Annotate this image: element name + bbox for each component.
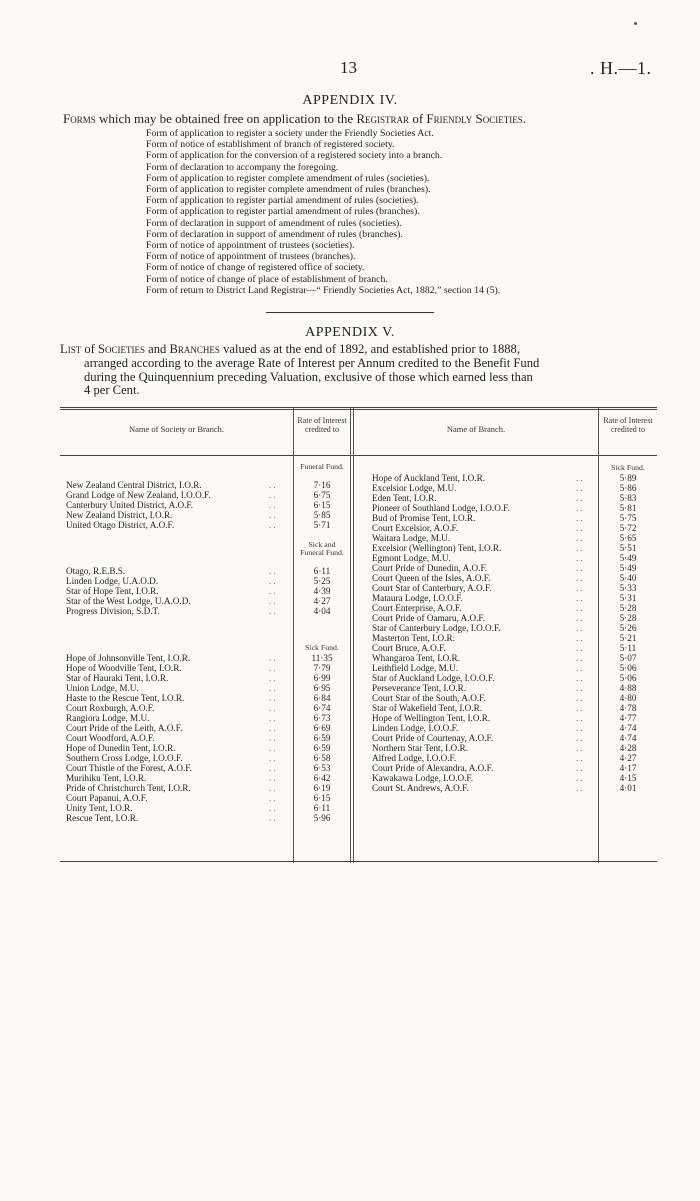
interest-rate: 5·49 [619,563,637,573]
interest-rate: 6·95 [313,683,331,693]
interest-rate: 6·99 [313,673,331,683]
form-item: Form of application to register complete amendment of rules (societies). [146,172,430,184]
interest-rate: 6·74 [313,703,331,713]
leader-dots: .. [576,563,585,573]
corner-mark [634,22,637,25]
form-item: Form of notice of establishment of branch of registered society. [146,139,395,151]
branch-name: New Zealand Central District, I.O.R. [66,480,202,490]
interest-rate: 4·77 [619,713,637,723]
interest-rate: 7·16 [313,480,331,490]
leader-dots: .. [269,500,278,510]
leader-dots: .. [576,553,585,563]
branch-name: New Zealand District, I.O.R. [66,510,173,520]
leader-dots: .. [576,623,585,633]
table-top-rule-inner [60,409,657,410]
interest-rate: 4·17 [619,763,637,773]
leader-dots: .. [576,783,585,793]
leader-dots: .. [576,513,585,523]
interest-rate: 6·84 [313,693,331,703]
branch-name: Star of Auckland Lodge, I.O.O.F. [372,673,495,683]
form-item: Form of declaration in support of amendment of rules (societies). [146,217,402,229]
interest-rate: 5·51 [619,543,637,553]
interest-rate: 6·11 [313,803,331,813]
branch-name: Court Pride of Alexandra, A.O.F. [372,763,494,773]
interest-rate: 5·33 [619,583,637,593]
branch-name: Pioneer of Southland Lodge, I.O.O.F. [372,503,510,513]
form-item: Form of notice of appointment of trustees (branches). [146,251,356,263]
interest-rate: 4·28 [619,743,637,753]
interest-rate: 6·58 [313,753,331,763]
table-bottom-rule [60,861,657,862]
branch-name: Hope of Woodville Tent, I.O.R. [66,663,182,673]
branch-name: Unity Tent, I.O.R. [66,803,133,813]
form-item: Form of application to register partial amendment of rules (branches). [146,206,420,218]
leader-dots: .. [576,483,585,493]
interest-rate: 6·53 [313,763,331,773]
branch-name: United Otago District, A.O.F. [66,520,175,530]
branch-name: Rescue Tent, I.O.R. [66,813,139,823]
interest-rate: 5·31 [619,593,637,603]
fund-label: Funeral Fund. [300,462,344,471]
interest-rate: 5·86 [619,483,637,493]
leader-dots: .. [269,566,278,576]
branch-name: Leithfield Lodge, M.U. [372,663,458,673]
branch-name: Star of the West Lodge, U.A.O.D. [66,596,191,606]
interest-rate: 5·72 [619,523,637,533]
leader-dots: .. [269,693,278,703]
interest-rate: 5·21 [619,633,637,643]
branch-name: Perseverance Tent, I.O.R. [372,683,467,693]
column-divider [350,407,351,863]
branch-name: Court Pride of Oamaru, A.O.F. [372,613,486,623]
branch-name: Court Roxburgh, A.O.F. [66,703,155,713]
table-header-rule [60,455,657,456]
leader-dots: .. [269,520,278,530]
interest-rate: 4·78 [619,703,637,713]
branch-name: Court Bruce, A.O.F. [372,643,446,653]
interest-rate: 4·74 [619,733,637,743]
branch-name: Kawakawa Lodge, I.O.O.F. [372,773,474,783]
societies-table [60,407,657,863]
branch-name: Star of Wakefield Tent, I.O.R. [372,703,483,713]
interest-rate: 7·79 [313,663,331,673]
branch-name: Linden Lodge, I.O.O.F. [372,723,459,733]
form-item: Form of notice of appointment of trustees (societies). [146,240,355,252]
interest-rate: 5·11 [619,643,637,653]
interest-rate: 5·06 [619,673,637,683]
form-item: Form of notice of change of registered office of society. [146,262,365,274]
branch-name: Egmont Lodge, M.U. [372,553,451,563]
branch-name: Court St. Andrews, A.O.F. [372,783,469,793]
branch-name: Hope of Johnsonville Tent, I.O.R. [66,653,191,663]
leader-dots: .. [269,606,278,616]
leader-dots: .. [269,653,278,663]
branch-name: Waitara Lodge, M.U. [372,533,451,543]
leader-dots: .. [576,543,585,553]
branch-name: Otago, R.E.B.S. [66,566,126,576]
leader-dots: .. [269,713,278,723]
form-item: Form of return to District Land Registrar—“ Friendly Societies Act, 1882,” section 14 (5). [146,284,501,296]
leader-dots: .. [269,733,278,743]
branch-name: Excelsior (Wellington) Tent, I.O.R. [372,543,502,553]
leader-dots: .. [269,743,278,753]
section-divider [266,312,434,313]
interest-rate: 6·42 [313,773,331,783]
leader-dots: .. [576,683,585,693]
appendix-iv-title: APPENDIX IV. [302,93,398,108]
branch-name: Eden Tent, I.O.R. [372,493,437,503]
leader-dots: .. [576,753,585,763]
interest-rate: 4·01 [619,783,637,793]
leader-dots: .. [576,673,585,683]
form-item: Form of declaration in support of amendment of rules (branches). [146,228,403,240]
leader-dots: .. [576,473,585,483]
interest-rate: 6·75 [313,490,331,500]
leader-dots: .. [576,533,585,543]
interest-rate: 4·15 [619,773,637,783]
leader-dots: .. [269,576,278,586]
leader-dots: .. [269,703,278,713]
branch-name: Court Pride of Dunedin, A.O.F. [372,563,488,573]
leader-dots: .. [269,596,278,606]
document-reference: . H.—1. [590,58,652,78]
interest-rate: 5·65 [619,533,637,543]
appendix-v-title: APPENDIX V. [305,325,395,340]
interest-rate: 5·26 [619,623,637,633]
branch-name: Progress Division, S.D.T. [66,606,160,616]
leader-dots: .. [269,793,278,803]
leader-dots: .. [576,713,585,723]
interest-rate: 5·75 [619,513,637,523]
branch-name: Linden Lodge, U.A.O.D. [66,576,159,586]
leader-dots: .. [269,673,278,683]
leader-dots: .. [576,633,585,643]
page-number: 13 [340,58,357,77]
leader-dots: .. [576,503,585,513]
leader-dots: .. [269,753,278,763]
interest-rate: 5·71 [313,520,331,530]
interest-rate: 4·27 [619,753,637,763]
leader-dots: .. [576,643,585,653]
interest-rate: 5·81 [619,503,637,513]
interest-rate: 4·74 [619,723,637,733]
leader-dots: .. [269,783,278,793]
branch-name: Court Queen of the Isles, A.O.F. [372,573,491,583]
branch-name: Northern Star Tent, I.O.R. [372,743,468,753]
branch-name: Union Lodge, M.U. [66,683,139,693]
branch-name: Whangaroa Tent, I.O.R. [372,653,460,663]
forms-list [146,128,500,296]
branch-name: Court Pride of Courtenay, A.O.F. [372,733,494,743]
leader-dots: .. [576,603,585,613]
branch-name: Rangiora Lodge, M.U. [66,713,150,723]
interest-rate: 11·35 [311,653,333,663]
form-item: Form of application to register a society under the Friendly Societies Act. [146,128,434,139]
leader-dots: .. [576,743,585,753]
interest-rate: 6·19 [313,783,331,793]
header-left-rate: Rate of Interest credited to [297,416,347,434]
leader-dots: .. [269,803,278,813]
interest-rate: 6·73 [313,713,331,723]
interest-rate: 5·28 [619,613,637,623]
branch-name: Bud of Promise Tent, I.O.R. [372,513,476,523]
branch-name: Court Thistle of the Forest, A.O.F. [66,763,192,773]
branch-name: Court Excelsior, A.O.F. [372,523,459,533]
leader-dots: .. [576,723,585,733]
interest-rate: 5·49 [619,553,637,563]
branch-name: Grand Lodge of New Zealand, I.O.O.F. [66,490,211,500]
interest-rate: 6·11 [313,566,331,576]
interest-rate: 6·15 [313,500,331,510]
interest-rate: 5·25 [313,576,331,586]
interest-rate: 4·04 [313,606,331,616]
leader-dots: .. [269,763,278,773]
interest-rate: 4·80 [619,693,637,703]
interest-rate: 5·07 [619,653,637,663]
form-item: Form of declaration to accompany the foregoing. [146,161,339,173]
interest-rate: 4·39 [313,586,331,596]
leader-dots: .. [576,593,585,603]
branch-name: Mataura Lodge, I.O.O.F. [372,593,463,603]
interest-rate: 5·40 [619,573,637,583]
interest-rate: 5·28 [619,603,637,613]
leader-dots: .. [576,653,585,663]
interest-rate: 4·27 [313,596,331,606]
interest-rate: 6·15 [313,793,331,803]
form-item: Form of application to register partial amendment of rules (societies). [146,195,419,207]
branch-name: Star of Canterbury Lodge, I.O.O.F. [372,623,501,633]
leader-dots: .. [576,693,585,703]
branch-name: Court Woodford, A.O.F. [66,733,155,743]
appendix-v-intro: List of Societies and Branches valued as at the end of 1892, and established prior to 1888, arranged according to the average Rate of Interest per Annum credited to the Benefit Fund during the Quinquennium preceding Valuation, exclusive of those which earned less than 4 per Cent. [60,342,540,398]
branch-name: Alfred Lodge, I.O.O.F. [372,753,457,763]
branch-name: Masterton Tent, I.O.R. [372,633,455,643]
branch-name: Canterbury United District, A.O.F. [66,500,194,510]
form-item: Form of application to register complete amendment of rules (branches). [146,184,431,196]
branch-name: Hope of Wellington Tent, I.O.R. [372,713,491,723]
branch-name: Court Star of the South, A.O.F. [372,693,486,703]
interest-rate: 5·96 [313,813,331,823]
leader-dots: .. [576,493,585,503]
interest-rate: 5·85 [313,510,331,520]
branch-name: Excelsior Lodge, M.U. [372,483,457,493]
appendix-iv-intro: Forms which may be obtained free on application to the Registrar of Friendly Societies. [63,111,526,126]
leader-dots: .. [576,613,585,623]
form-item: Form of notice of change of place of establishment of branch. [146,273,388,285]
fund-label: Sick and Funeral Fund. [300,540,344,558]
branch-name: Haste to the Rescue Tent, I.O.R. [66,693,185,703]
leader-dots: .. [269,586,278,596]
branch-name: Southern Cross Lodge, I.O.O.F. [66,753,183,763]
leader-dots: .. [269,683,278,693]
header-left-name: Name of Society or Branch. [128,424,225,434]
leader-dots: .. [269,813,278,823]
leader-dots: .. [269,510,278,520]
leader-dots: .. [576,773,585,783]
branch-name: Court Pride of the Leith, A.O.F. [66,723,183,733]
branch-name: Pride of Christchurch Tent, I.O.R. [66,783,191,793]
header-right-rate: Rate of Interest credited to [603,416,653,434]
interest-rate: 5·83 [619,493,637,503]
branch-name: Court Papanui, A.O.F. [66,793,148,803]
branch-name: Hope of Dunedin Tent, I.O.R. [66,743,176,753]
leader-dots: .. [576,523,585,533]
interest-rate: 6·59 [313,743,331,753]
branch-name: Hope of Auckland Tent, I.O.R. [372,473,485,483]
interest-rate: 5·89 [619,473,637,483]
column-divider [353,407,354,863]
leader-dots: .. [576,763,585,773]
interest-rate: 5·06 [619,663,637,673]
fund-label: Sick Fund. [611,463,645,472]
leader-dots: .. [576,573,585,583]
leader-dots: .. [576,733,585,743]
interest-rate: 6·59 [313,733,331,743]
branch-name: Star of Hauraki Tent, I.O.R. [66,673,169,683]
leader-dots: .. [269,490,278,500]
leader-dots: .. [269,663,278,673]
branch-name: Court Star of Canterbury, A.O.F. [372,583,492,593]
leader-dots: .. [269,773,278,783]
leader-dots: .. [576,583,585,593]
fund-label: Sick Fund. [305,643,339,652]
interest-rate: 4·88 [619,683,637,693]
header-right-name: Name of Branch. [446,424,506,434]
leader-dots: .. [576,663,585,673]
branch-name: Murihiku Tent, I.O.R. [66,773,147,783]
branch-name: Star of Hope Tent, I.O.R. [66,586,159,596]
leader-dots: .. [269,480,278,490]
branch-name: Court Enterprise, A.O.F. [372,603,462,613]
leader-dots: .. [269,723,278,733]
form-item: Form of application for the conversion of a registered society into a branch. [146,150,443,162]
leader-dots: .. [576,703,585,713]
interest-rate: 6·69 [313,723,331,733]
